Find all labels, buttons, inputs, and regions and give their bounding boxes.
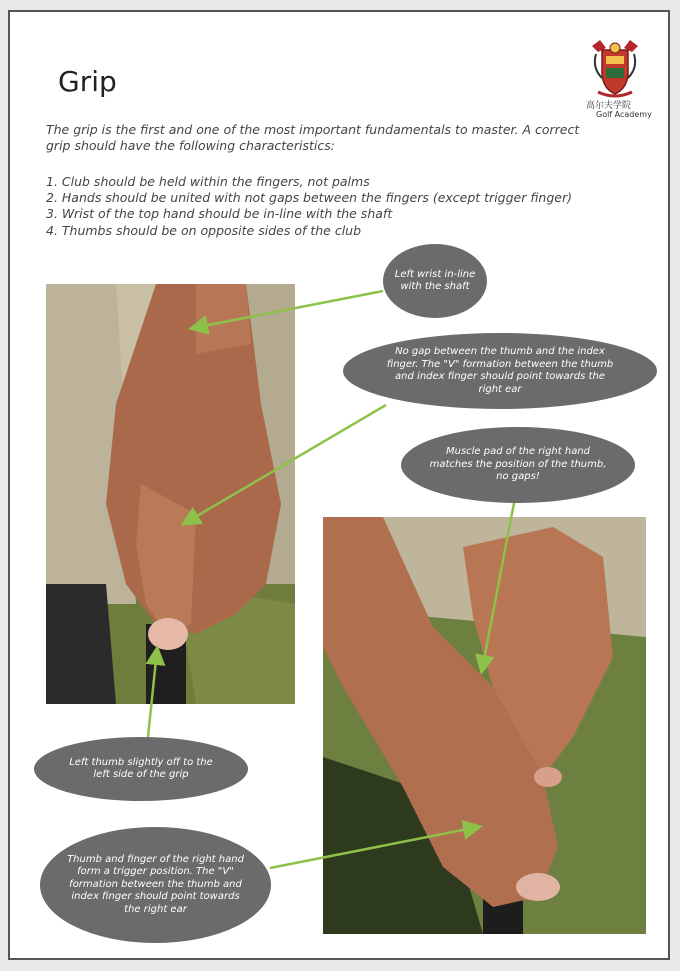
- callout-trigger-position: Thumb and finger of the right hand form a trigger position. The "V" formation between the thumb and index finger should point towards the right ear: [40, 827, 271, 943]
- list-item: 3. Wrist of the top hand should be in-line with the shaft: [46, 206, 393, 222]
- list-item: 2. Hands should be united with not gaps between the fingers (except trigger finger): [46, 190, 572, 206]
- logo-chinese-name: 高尔夫学院: [586, 100, 632, 110]
- intro-paragraph: The grip is the first and one of the most important fundamentals to master. A correct grip should have the following characteristics:: [46, 122, 580, 153]
- list-item: 1. Club should be held within the fingers, not palms: [46, 174, 370, 189]
- callout-left-thumb: Left thumb slightly off to the left side of the grip: [34, 737, 248, 801]
- logo-english-name: Golf Academy: [596, 110, 652, 119]
- list-item: 4. Thumbs should be on opposite sides of the club: [46, 222, 362, 238]
- left-hand-grip-photo: [46, 284, 295, 704]
- callout-no-gap: No gap between the thumb and the index finger. The "V" formation between the thumb and index finger should point towards the right ear: [343, 333, 657, 409]
- characteristics-list: [46, 174, 572, 239]
- full-grip-photo: [323, 517, 646, 934]
- page-title: Grip: [58, 65, 117, 98]
- callout-muscle-pad: Muscle pad of the right hand matches the position of the thumb, no gaps!: [401, 427, 635, 503]
- crest-logo-icon: [588, 38, 642, 98]
- callout-left-wrist: Left wrist in-line with the shaft: [383, 244, 487, 318]
